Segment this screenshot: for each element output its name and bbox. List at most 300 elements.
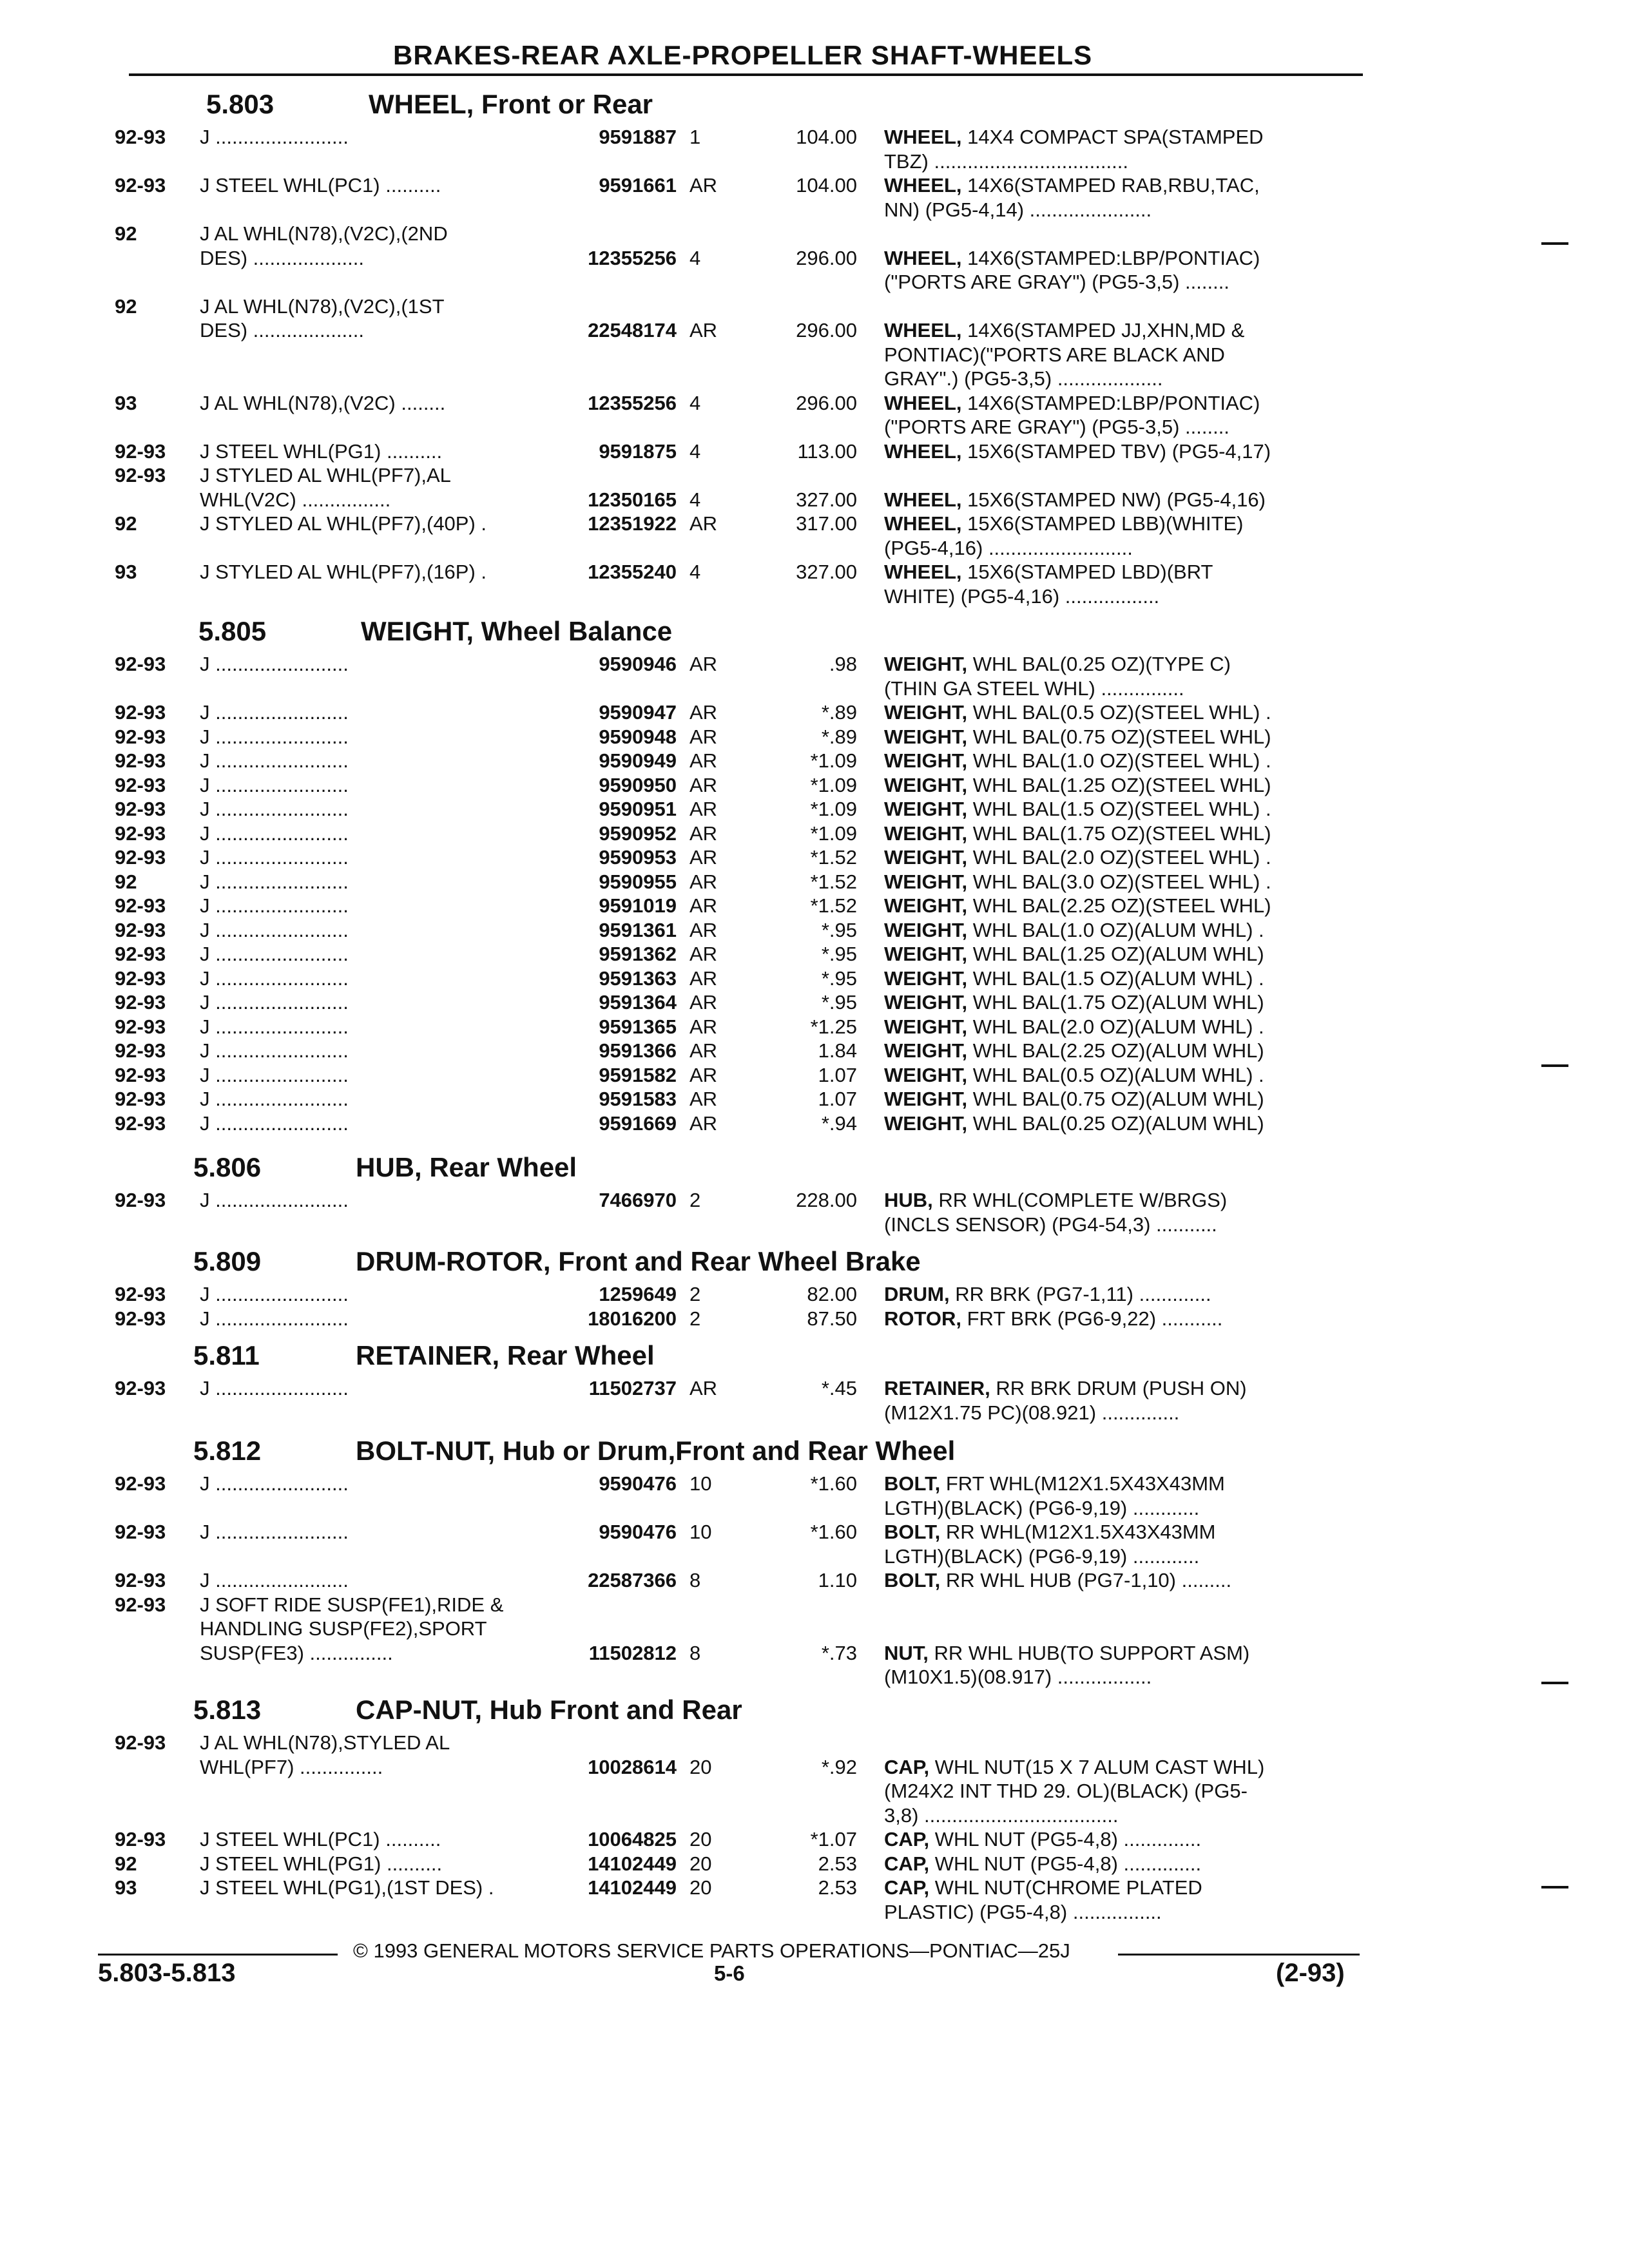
parts-line: [0, 1015, 1629, 1039]
list-price: *.94: [821, 1111, 857, 1135]
part-description: [884, 367, 1358, 391]
model-years: 92-93: [115, 1111, 166, 1135]
usage-description: J ........................: [200, 966, 349, 990]
list-price: .98: [829, 653, 857, 675]
usage-description: J AL WHL(N78),(V2C),(2ND: [200, 222, 448, 245]
parts-line: [0, 149, 1629, 174]
part-spec: WHL BAL(0.5 OZ)(STEEL WHL) .: [967, 701, 1271, 724]
usage-description: J ........................: [200, 773, 349, 796]
part-name: BOLT,: [884, 1472, 941, 1495]
parts-line: [0, 1188, 1629, 1213]
model-years: 93: [115, 1876, 137, 1899]
part-spec: (M10X1.5)(08.917) .................: [884, 1666, 1152, 1688]
parts-line: [0, 1900, 1629, 1925]
part-spec: WHL BAL(1.75 OZ)(STEEL WHL): [967, 822, 1271, 845]
part-description: [884, 198, 1358, 222]
parts-line: [0, 294, 1629, 319]
quantity: AR: [689, 1111, 718, 1135]
part-spec: PLASTIC) (PG5-4,8) ................: [884, 1900, 1162, 1923]
usage-description: J ........................: [200, 1063, 349, 1086]
parts-line: [0, 560, 1629, 584]
part-spec: GRAY".) (PG5-3,5) ...................: [884, 367, 1163, 390]
list-price: 82.00: [807, 1283, 857, 1305]
part-number: 10028614: [588, 1755, 677, 1778]
part-number: 22587366: [588, 1569, 677, 1591]
model-years: 92-93: [115, 918, 166, 941]
part-number: 9590949: [599, 749, 677, 772]
margin-mark: [1541, 242, 1568, 245]
part-name: WEIGHT,: [884, 1015, 968, 1038]
part-name: WEIGHT,: [884, 1088, 968, 1110]
part-name: NUT,: [884, 1641, 929, 1664]
part-number: 9590950: [599, 773, 677, 796]
usage-description: J ........................: [200, 725, 349, 748]
parts-line: [0, 1307, 1629, 1331]
footer-rule-left: [98, 1954, 338, 1956]
section-heading: RETAINER, Rear Wheel: [356, 1340, 655, 1370]
part-spec: PONTIAC)("PORTS ARE BLACK AND: [884, 343, 1225, 366]
parts-line: [0, 845, 1629, 870]
model-years: 92-93: [115, 991, 166, 1014]
model-years: 92-93: [115, 798, 166, 820]
part-spec: LGTH)(BLACK) (PG6-9,19) ............: [884, 1544, 1200, 1568]
list-price: 327.00: [796, 488, 857, 511]
parts-line: [0, 488, 1629, 512]
quantity: 20: [689, 1828, 712, 1850]
parts-line: [0, 700, 1629, 725]
parts-line: [0, 1213, 1629, 1237]
part-description: [884, 415, 1358, 439]
parts-line: [0, 725, 1629, 749]
parts-line: [0, 318, 1629, 343]
part-description: [884, 1900, 1358, 1925]
part-description: [884, 845, 1358, 870]
model-years: 92-93: [115, 174, 166, 197]
list-price: *1.52: [810, 870, 857, 893]
part-description: [884, 1803, 1358, 1828]
usage-description: J STEEL WHL(PC1) ..........: [200, 174, 441, 197]
part-spec: (M12X1.75 PC)(08.921) ..............: [884, 1401, 1180, 1424]
part-description: [884, 1111, 1358, 1136]
usage-description: SUSP(FE3) ...............: [200, 1641, 393, 1664]
quantity: AR: [689, 1377, 718, 1399]
part-spec: 15X6(STAMPED LBB)(WHITE): [961, 512, 1244, 535]
quantity: 10: [689, 1521, 712, 1543]
part-name: WHEEL,: [884, 319, 962, 341]
usage-description: J ........................: [200, 1088, 349, 1110]
part-spec: LGTH)(BLACK) (PG6-9,19) ............: [884, 1496, 1200, 1519]
model-years: 92: [115, 870, 137, 893]
part-number: 11502812: [588, 1641, 677, 1664]
part-number: 18016200: [588, 1307, 677, 1330]
parts-line: [0, 125, 1629, 149]
part-spec: RR WHL HUB (PG7-1,10) .........: [940, 1569, 1232, 1591]
part-description: [884, 488, 1358, 512]
quantity: AR: [689, 943, 718, 965]
parts-line: [0, 1827, 1629, 1852]
quantity: AR: [689, 725, 718, 748]
usage-description: J ........................: [200, 822, 349, 845]
model-years: 92-93: [115, 1731, 166, 1754]
part-spec: RR BRK (PG7-1,11) .............: [949, 1283, 1211, 1305]
part-name: WHEEL,: [884, 174, 962, 197]
part-name: WHEEL,: [884, 126, 962, 148]
parts-line: [0, 1803, 1629, 1828]
part-description: [884, 797, 1358, 822]
part-spec: WHL BAL(1.75 OZ)(ALUM WHL): [967, 991, 1264, 1014]
list-price: *.89: [821, 725, 857, 748]
parts-line: [0, 1520, 1629, 1544]
margin-mark: [1541, 1064, 1568, 1067]
quantity: 4: [689, 488, 701, 511]
parts-line: [0, 942, 1629, 966]
list-price: *.95: [821, 966, 857, 990]
list-price: 104.00: [796, 126, 857, 148]
part-spec: WHL NUT(15 X 7 ALUM CAST WHL): [929, 1755, 1265, 1778]
part-description: [884, 173, 1358, 198]
usage-description: J ........................: [200, 918, 349, 941]
part-number: 9591582: [599, 1063, 677, 1086]
part-description: [884, 1827, 1358, 1852]
part-spec: (PG5-4,16) ..........................: [884, 536, 1133, 559]
parts-line: [0, 512, 1629, 536]
usage-description: HANDLING SUSP(FE2),SPORT: [200, 1617, 487, 1640]
parts-line: [0, 1641, 1629, 1666]
usage-description: J ........................: [200, 1039, 349, 1062]
model-years: 92-93: [115, 725, 166, 748]
part-name: WHEEL,: [884, 561, 962, 583]
parts-line: [0, 1496, 1629, 1521]
parts-line: [0, 822, 1629, 846]
list-price: 2.53: [818, 1876, 857, 1899]
part-number: 14102449: [588, 1852, 677, 1875]
section-heading: WHEEL, Front or Rear: [369, 89, 653, 119]
model-years: 92-93: [115, 1063, 166, 1086]
part-description: [884, 246, 1358, 271]
part-number: 9590476: [599, 1521, 677, 1543]
part-description: [884, 1376, 1358, 1401]
quantity: AR: [689, 870, 718, 893]
section-title: [193, 1695, 742, 1725]
part-spec: (M24X2 INT THD 29. OL)(BLACK) (PG5-: [884, 1780, 1248, 1802]
usage-description: J ........................: [200, 1377, 349, 1399]
usage-description: J SOFT RIDE SUSP(FE1),RIDE &: [200, 1593, 504, 1616]
quantity: 1: [689, 126, 701, 148]
part-name: WEIGHT,: [884, 725, 968, 748]
parts-line: [0, 173, 1629, 198]
quantity: AR: [689, 966, 718, 990]
part-name: WHEEL,: [884, 488, 962, 511]
part-number: 9591661: [599, 174, 677, 197]
part-number: 9590947: [599, 701, 677, 724]
parts-line: [0, 1376, 1629, 1401]
parts-line: [0, 536, 1629, 561]
part-spec: 15X6(STAMPED NW) (PG5-4,16): [961, 488, 1266, 511]
parts-line: [0, 1087, 1629, 1111]
model-years: 93: [115, 561, 137, 583]
model-years: 92-93: [115, 1569, 166, 1591]
part-description: [884, 1401, 1358, 1425]
parts-line: [0, 367, 1629, 391]
parts-line: [0, 343, 1629, 367]
part-description: [884, 318, 1358, 343]
part-spec: WHITE) (PG5-4,16) .................: [884, 584, 1160, 608]
part-name: WEIGHT,: [884, 966, 968, 990]
part-number: 9591363: [599, 966, 677, 990]
list-price: *.95: [821, 918, 857, 941]
part-description: [884, 1544, 1358, 1569]
list-price: 87.50: [807, 1307, 857, 1330]
quantity: AR: [689, 1039, 718, 1062]
part-description: [884, 966, 1358, 991]
usage-description: J ........................: [200, 1111, 349, 1135]
part-spec: WHL BAL(2.0 OZ)(STEEL WHL) .: [967, 846, 1271, 869]
quantity: AR: [689, 174, 718, 197]
parts-line: [0, 391, 1629, 416]
footer-section-range: 5.803-5.813: [98, 1959, 236, 1987]
quantity: AR: [689, 1088, 718, 1110]
section-number: 5.806: [193, 1152, 262, 1182]
usage-description: DES) ....................: [200, 319, 364, 341]
part-description: [884, 1307, 1358, 1331]
quantity: AR: [689, 1015, 718, 1038]
part-description: [884, 1876, 1358, 1900]
list-price: *1.09: [810, 749, 857, 772]
part-name: WEIGHT,: [884, 653, 968, 675]
usage-description: J ........................: [200, 701, 349, 724]
quantity: AR: [689, 822, 718, 845]
part-name: WHEEL,: [884, 246, 962, 269]
usage-description: J STYLED AL WHL(PF7),(40P) .: [200, 512, 487, 535]
parts-line: [0, 652, 1629, 677]
parts-line: [0, 1472, 1629, 1496]
usage-description: J ........................: [200, 894, 349, 917]
list-price: *1.52: [810, 846, 857, 869]
list-price: *.92: [821, 1755, 857, 1778]
part-number: 9590955: [599, 870, 677, 893]
section-heading: BOLT-NUT, Hub or Drum,Front and Rear Wheel: [356, 1436, 956, 1466]
model-years: 92-93: [115, 894, 166, 917]
usage-description: J STEEL WHL(PC1) ..........: [200, 1828, 441, 1850]
quantity: AR: [689, 701, 718, 724]
model-years: 92-93: [115, 1283, 166, 1305]
part-number: 9591362: [599, 943, 677, 965]
part-description: [884, 1063, 1358, 1088]
parts-line: [0, 773, 1629, 798]
part-description: [884, 652, 1358, 677]
usage-description: J ........................: [200, 1283, 349, 1305]
quantity: AR: [689, 918, 718, 941]
usage-description: J ........................: [200, 1569, 349, 1591]
part-spec: WHL BAL(1.0 OZ)(STEEL WHL) .: [967, 749, 1271, 772]
part-spec: WHL BAL(3.0 OZ)(STEEL WHL) .: [967, 870, 1271, 893]
margin-mark: [1541, 1682, 1568, 1684]
part-spec: 14X6(STAMPED JJ,XHN,MD &: [961, 319, 1245, 341]
list-price: 317.00: [796, 512, 857, 535]
part-name: CAP,: [884, 1876, 930, 1899]
part-spec: WHL NUT (PG5-4,8) ..............: [929, 1852, 1202, 1875]
part-description: [884, 822, 1358, 846]
part-name: WEIGHT,: [884, 1111, 968, 1135]
part-description: [884, 1188, 1358, 1213]
parts-line: [0, 1665, 1629, 1689]
part-spec: WHL BAL(1.0 OZ)(ALUM WHL) .: [967, 918, 1264, 941]
part-name: WEIGHT,: [884, 1039, 968, 1062]
model-years: 92: [115, 294, 137, 318]
model-years: 92-93: [115, 943, 166, 965]
part-description: [884, 942, 1358, 966]
part-description: [884, 1039, 1358, 1063]
list-price: *1.25: [810, 1015, 857, 1038]
part-description: [884, 1755, 1358, 1780]
model-years: 92-93: [115, 1521, 166, 1543]
footer-revision-date: (2-93): [1276, 1959, 1345, 1987]
section-title: [198, 616, 672, 647]
part-spec: WHL NUT (PG5-4,8) ..............: [929, 1828, 1202, 1850]
parts-line: [0, 990, 1629, 1015]
usage-description: DES) ....................: [200, 246, 364, 269]
part-name: WEIGHT,: [884, 1063, 968, 1086]
section-title: [193, 1340, 655, 1371]
part-description: [884, 773, 1358, 798]
section-heading: HUB, Rear Wheel: [356, 1152, 577, 1182]
part-name: BOLT,: [884, 1569, 941, 1591]
part-description: [884, 1520, 1358, 1544]
margin-mark: [1541, 1886, 1568, 1888]
part-number: 12355256: [588, 246, 677, 269]
part-spec: WHL BAL(0.75 OZ)(STEEL WHL): [967, 725, 1271, 748]
part-description: [884, 918, 1358, 943]
part-name: WEIGHT,: [884, 943, 968, 965]
part-description: [884, 149, 1358, 174]
part-name: WEIGHT,: [884, 870, 968, 893]
model-years: 92-93: [115, 1472, 166, 1495]
parts-line: [0, 1568, 1629, 1593]
usage-description: J STYLED AL WHL(PF7),AL: [200, 464, 451, 486]
quantity: AR: [689, 991, 718, 1014]
part-description: [884, 1087, 1358, 1111]
part-description: [884, 536, 1358, 561]
part-name: WEIGHT,: [884, 822, 968, 845]
quantity: AR: [689, 1063, 718, 1086]
part-description: [884, 391, 1358, 416]
part-description: [884, 1779, 1358, 1803]
part-spec: WHL BAL(2.25 OZ)(STEEL WHL): [967, 894, 1271, 917]
section-number: 5.805: [198, 616, 267, 646]
part-spec: WHL BAL(0.25 OZ)(TYPE C): [967, 653, 1231, 675]
model-years: 92: [115, 1852, 137, 1875]
model-years: 92-93: [115, 464, 166, 486]
part-name: DRUM,: [884, 1283, 950, 1305]
usage-description: J STEEL WHL(PG1) ..........: [200, 439, 443, 463]
list-price: 296.00: [796, 246, 857, 269]
list-price: *1.07: [810, 1828, 857, 1850]
quantity: 2: [689, 1189, 701, 1211]
section-title: [193, 1152, 577, 1183]
part-spec: WHL BAL(0.75 OZ)(ALUM WHL): [967, 1088, 1264, 1110]
parts-line: [0, 1755, 1629, 1780]
parts-line: [0, 1282, 1629, 1307]
part-number: 9590952: [599, 822, 677, 845]
quantity: 8: [689, 1569, 701, 1591]
part-number: 12350165: [588, 488, 677, 511]
part-spec: 3,8) ...................................: [884, 1803, 1119, 1827]
part-name: CAP,: [884, 1755, 930, 1778]
part-spec: WHL BAL(1.5 OZ)(ALUM WHL) .: [967, 966, 1264, 990]
parts-line: [0, 222, 1629, 246]
part-name: WEIGHT,: [884, 991, 968, 1014]
usage-description: J ........................: [200, 749, 349, 772]
part-spec: RR WHL(COMPLETE W/BRGS): [932, 1189, 1228, 1211]
parts-line: [0, 1876, 1629, 1900]
usage-description: J STEEL WHL(PG1) ..........: [200, 1852, 443, 1875]
part-description: [884, 343, 1358, 367]
part-number: 9591365: [599, 1015, 677, 1038]
section-heading: WEIGHT, Wheel Balance: [361, 616, 673, 646]
usage-description: J ........................: [200, 126, 349, 148]
model-years: 92-93: [115, 846, 166, 869]
footer-copyright: © 1993 GENERAL MOTORS SERVICE PARTS OPERATIONS—PONTIAC—25J: [353, 1939, 1070, 1962]
quantity: 4: [689, 391, 701, 414]
part-spec: 15X6(STAMPED TBV) (PG5-4,17): [961, 439, 1271, 463]
part-number: 11502737: [588, 1377, 677, 1399]
parts-line: [0, 1852, 1629, 1876]
usage-description: J AL WHL(N78),STYLED AL: [200, 1731, 450, 1754]
part-number: 12351922: [588, 512, 677, 535]
part-spec: NN) (PG5-4,14) ......................: [884, 198, 1152, 221]
part-description: [884, 1568, 1358, 1593]
part-spec: WHL BAL(1.25 OZ)(STEEL WHL): [967, 773, 1271, 796]
model-years: 92-93: [115, 749, 166, 772]
part-description: [884, 749, 1358, 773]
list-price: 1.84: [818, 1039, 857, 1062]
part-spec: 14X6(STAMPED:LBP/PONTIAC): [961, 246, 1260, 269]
part-spec: (INCLS SENSOR) (PG4-54,3) ...........: [884, 1213, 1217, 1236]
parts-line: [0, 1731, 1629, 1755]
model-years: 92-93: [115, 1307, 166, 1330]
list-price: *.95: [821, 991, 857, 1014]
parts-line: [0, 797, 1629, 822]
part-spec: 15X6(STAMPED LBD)(BRT: [961, 561, 1213, 583]
part-name: WHEEL,: [884, 512, 962, 535]
part-spec: (THIN GA STEEL WHL) ...............: [884, 677, 1184, 700]
quantity: AR: [689, 846, 718, 869]
parts-line: [0, 270, 1629, 294]
part-name: WEIGHT,: [884, 773, 968, 796]
parts-line: [0, 1593, 1629, 1617]
part-number: 9591583: [599, 1088, 677, 1110]
section-number: 5.809: [193, 1246, 262, 1276]
quantity: AR: [689, 653, 718, 675]
model-years: 92-93: [115, 1377, 166, 1399]
part-number: 14102449: [588, 1876, 677, 1899]
part-description: [884, 125, 1358, 149]
part-number: 9591019: [599, 894, 677, 917]
list-price: 113.00: [797, 439, 857, 463]
part-description: [884, 584, 1358, 609]
parts-line: [0, 1039, 1629, 1063]
part-description: [884, 1213, 1358, 1237]
model-years: 92: [115, 222, 137, 245]
part-name: CAP,: [884, 1828, 930, 1850]
section-number: 5.803: [206, 89, 275, 119]
parts-line: [0, 966, 1629, 991]
footer-rule-right: [1118, 1954, 1360, 1956]
section-title: [206, 89, 653, 120]
list-price: 1.07: [818, 1088, 857, 1110]
quantity: AR: [689, 512, 718, 535]
part-spec: WHL BAL(1.5 OZ)(STEEL WHL) .: [967, 798, 1271, 820]
